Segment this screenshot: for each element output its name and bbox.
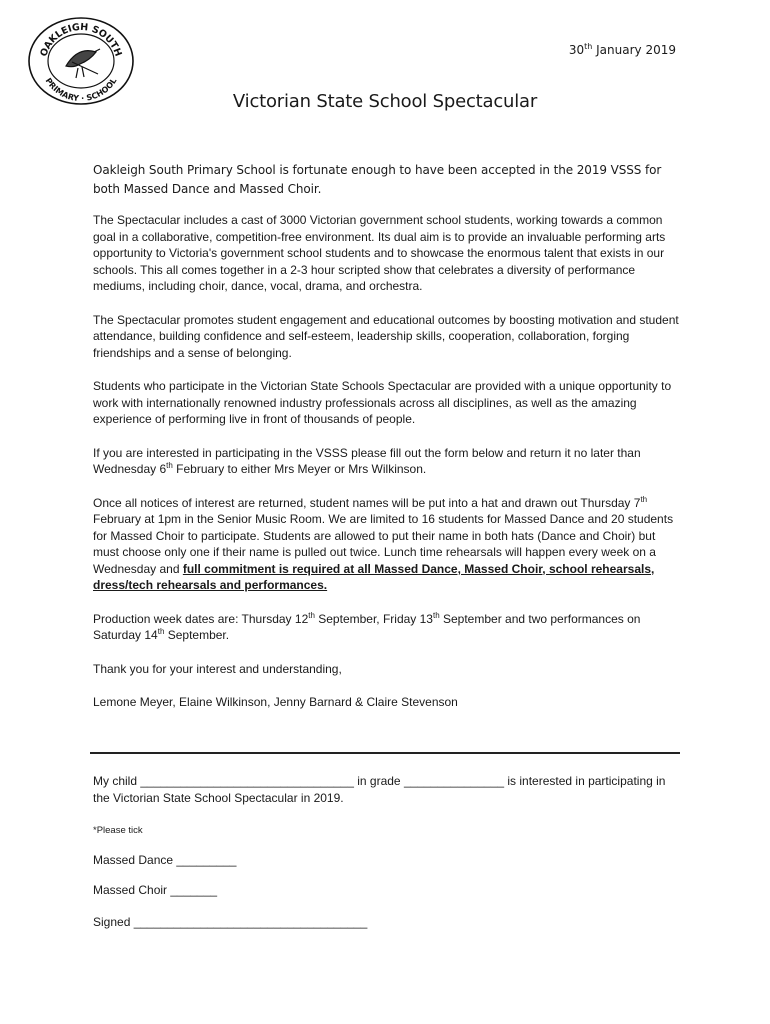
logo-top-text: OAKLEIGH SOUTH [38,21,124,59]
commitment-notice: full commitment is required at all Massed Dance, Massed Choir, school rehearsals, dress/tech rehearsals and performances. [93,561,655,592]
letter-body [93,212,683,728]
interest-form [93,773,683,807]
letter-date [569,43,676,57]
paragraph-opportunity: Students who participate in the Victorian State Schools Spectacular are provided with a unique opportunity to work with internationally renowned industry professionals across all disciplines, as well as the amazing experience of performing live in front of thousands of people. [93,379,672,426]
bird-icon [66,49,100,78]
tear-off-divider [90,752,680,754]
intro-paragraph: Oakleigh South Primary School is fortunate enough to have been accepted in the 2019 VSSS for both Massed Dance and Massed Choir. [93,163,662,196]
date-day: 30 [568,43,585,57]
date-suffix: th [584,42,593,51]
paragraph-signatories: Lemone Meyer, Elaine Wilkinson, Jenny Barnard & Claire Stevenson [93,695,458,709]
tick-note: *Please tick [93,825,143,836]
child-grade-line[interactable]: My child ________________________________ in grade _______________ is interested in participating in the Victorian State School Spectacular in 2019. [93,774,666,805]
massed-dance-option[interactable]: Massed Dance _________ [93,853,237,867]
date-rest: January 2019 [596,43,676,57]
logo-bottom-text: PRIMARY · SCHOOL [43,76,119,104]
paragraph-thanks: Thank you for your interest and understanding, [93,661,342,676]
paragraph-cast: The Spectacular includes a cast of 3000 Victorian government school students, working towards a common goal in a collaborative, competition-free environment. Its dual aim is to provide an invaluable performing arts opportunity to Victoria's government school students and to showcase the enormous talent that exists in our schools. This all comes together in a 2-3 hour scripted show that celebrates a diversity of performance mediums, including choir, dance, vocal, drama, and orchestra. [93,213,666,293]
paragraph-return-form: If you are interested in participating in the VSSS please fill out the form below and return it no later than Wednesday 6th February to either Mrs Meyer or Mrs Wilkinson. [93,445,641,476]
paragraph-selection: Once all notices of interest are returned, student names will be put into a hat and drawn out Thursday 7th February at 1pm in the Senior Music Room. We are limited to 16 students for Massed Dance and 20 students for Massed Choir to participate. Students are allowed to put their name in both hats (Dance and Choir) but must choose only one if their name is pulled out twice. Lunch time rehearsals will happen every week on a Wednesday and full commitment is required at all Massed Dance, Massed Choir, school rehearsals, dress/tech rehearsals and performances. [93,494,674,592]
signature-line[interactable]: Signed ___________________________________ [93,915,368,929]
page-title: Victorian State School Spectacular [232,91,538,112]
paragraph-engagement: The Spectacular promotes student engagement and educational outcomes by boosting motivation and student attendance, building confidence and self-esteem, leadership skills, cooperation, collaboration, forging friendships and a sense of belonging. [93,312,679,360]
paragraph-production-dates: Production week dates are: Thursday 12th September, Friday 13th September and two performances on Saturday 14th September. [93,610,641,642]
massed-choir-option[interactable]: Massed Choir _______ [93,883,218,897]
